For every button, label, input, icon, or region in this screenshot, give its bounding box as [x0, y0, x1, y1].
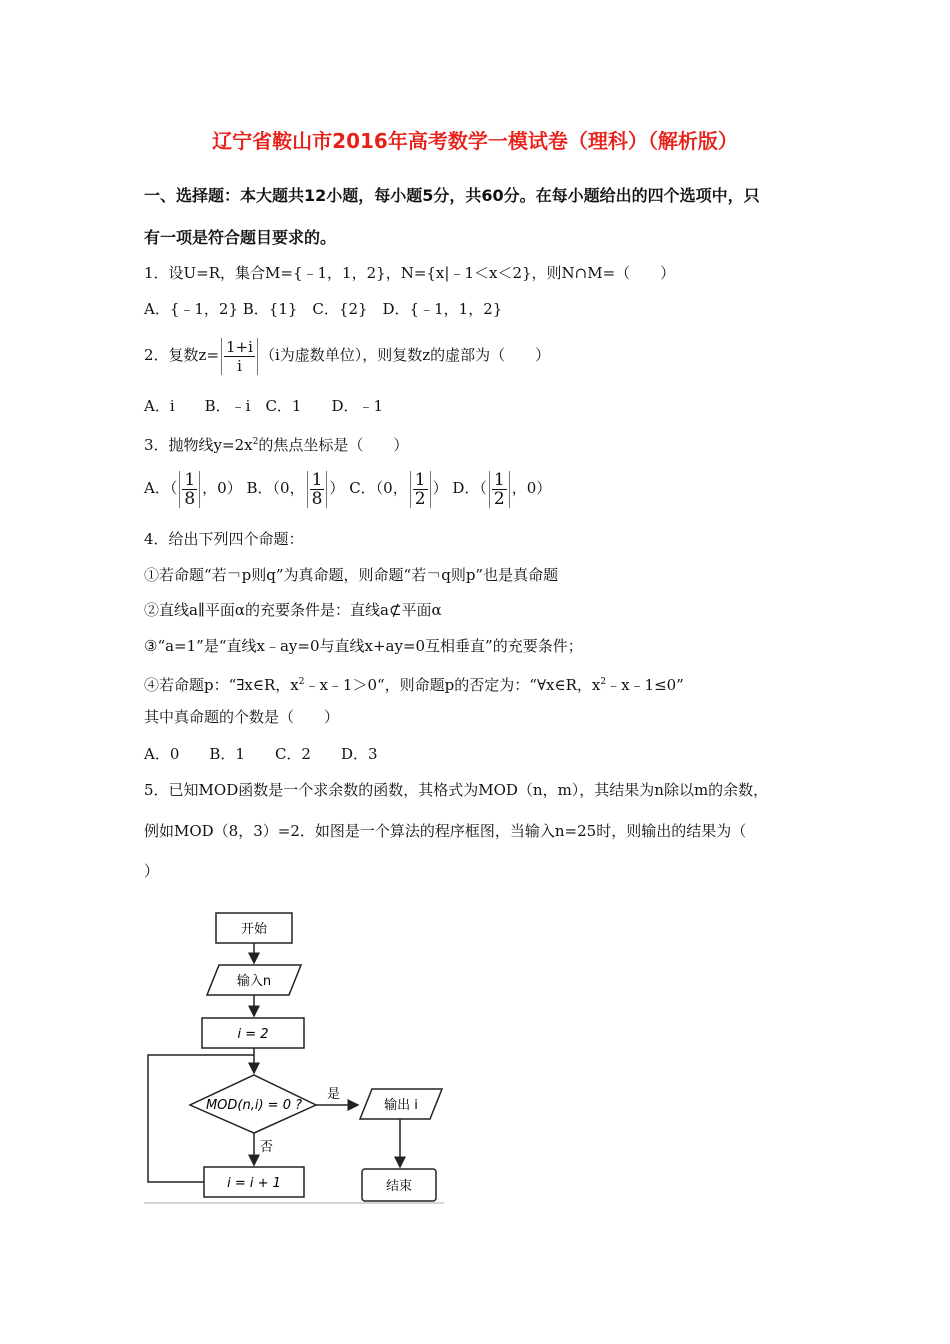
question-3-stem: [144, 432, 408, 455]
section-heading-line2: 有一项是符合题目要求的。: [144, 228, 337, 247]
q3-opt-b-den: 8: [311, 488, 323, 509]
q3-opt-d-fraction: [489, 471, 510, 508]
q3-opt-b-post: ）: [329, 479, 345, 497]
flow-condition-text: MOD(n,i) = 0 ?: [205, 1098, 303, 1113]
flow-end-text: 结束: [385, 1179, 413, 1194]
question-5-line3: ）: [144, 862, 160, 880]
q4-p4-part-c: ﹣x﹣1≤0”: [606, 676, 684, 694]
flow-output-text: 输出 i: [384, 1098, 418, 1113]
q4-p4-exponent-2: 2: [600, 677, 607, 687]
question-4-count: 其中真命题的个数是（ ）: [144, 708, 340, 726]
q3-suffix: 的焦点坐标是（ ）: [258, 436, 409, 454]
question-4-proposition-2: ②直线a∥平面α的充要条件是：直线a⊄平面α: [144, 601, 442, 619]
question-4-proposition-3: ③“a=1”是“直线x﹣ay=0与直线x+ay=0互相垂直”的充要条件；: [144, 637, 583, 655]
question-5-line1: 5．已知MOD函数是一个求余数的函数，其格式为MOD（n，m），其结果为n除以m的余数，: [144, 781, 769, 799]
q3-opt-b-fraction: [307, 471, 328, 508]
question-5-line2: 例如MOD（8，3）=2．如图是一个算法的程序框图，当输入n=25时，则输出的结果为（: [144, 822, 747, 840]
q2-fraction: [221, 338, 258, 375]
q3-prefix: 3．抛物线y=2x: [144, 436, 253, 454]
question-4-options: A．0 B．1 C．2 D．3: [144, 745, 378, 763]
q3-exponent: 2: [252, 437, 259, 447]
flowchart: [144, 905, 444, 1205]
document-title: 辽宁省鞍山市2016年高考数学一模试卷（理科）（解析版）: [212, 129, 738, 153]
q4-p4-part-b: ﹣x﹣1＞0“，则命题p的否定为：“∀x∈R，x: [304, 676, 601, 694]
question-4-proposition-4: [144, 672, 684, 695]
q3-opt-b-pre: B．（0，: [246, 479, 305, 497]
question-2-stem: [144, 335, 550, 375]
q3-opt-c-pre: C．（0，: [349, 479, 408, 497]
q3-opt-b-num: 1: [311, 469, 323, 490]
q3-opt-a-den: 8: [184, 488, 196, 509]
section-heading-line1: 一、选择题：本大题共12小题，每小题5分，共60分。在每小题给出的四个选项中，只: [144, 186, 760, 205]
q3-opt-c-den: 2: [414, 488, 426, 509]
q4-p4-exponent-1: 2: [298, 677, 305, 687]
q2-frac-den: i: [237, 356, 242, 375]
question-1-stem: 1．设U=R，集合M={﹣1，1，2}，N={x|﹣1＜x＜2}，则N∩M=（ ）: [144, 264, 676, 282]
question-3-options: [144, 466, 551, 510]
q2-suffix: （i为虚数单位），则复数z的虚部为（ ）: [259, 346, 551, 364]
q4-p4-part-a: ④若命题p：“∃x∈R，x: [144, 676, 299, 694]
question-4-stem: 4．给出下列四个命题：: [144, 530, 304, 548]
q3-opt-d-num: 1: [493, 469, 505, 490]
flow-increment-text: i = i + 1: [227, 1176, 281, 1191]
question-1-options: A．{﹣1，2} B．{1} C．{2} D．{﹣1，1，2}: [144, 300, 503, 318]
q3-opt-a-num: 1: [184, 469, 196, 490]
q3-opt-c-fraction: [410, 471, 431, 508]
flow-input-text: 输入n: [236, 974, 272, 989]
question-4-proposition-1: ①若命题“若￢p则q”为真命题，则命题“若￢q则p”也是真命题: [144, 566, 559, 584]
flow-start-text: 开始: [240, 922, 268, 937]
q2-prefix: 2．复数z=: [144, 346, 220, 364]
q3-opt-d-pre: D．（: [452, 479, 487, 497]
question-2-options: A．i B．﹣i C．1 D．﹣1: [144, 397, 384, 415]
q3-opt-a-pre: A．（: [144, 479, 178, 497]
q3-opt-a-fraction: [179, 471, 200, 508]
flow-no-label: 否: [260, 1140, 274, 1155]
q3-opt-d-den: 2: [493, 488, 505, 509]
flow-yes-label: 是: [327, 1087, 341, 1102]
q3-opt-c-num: 1: [414, 469, 426, 490]
q3-opt-c-post: ）: [432, 479, 448, 497]
q2-frac-num: 1+i: [226, 337, 253, 356]
flow-init-text: i = 2: [237, 1027, 269, 1042]
q3-opt-d-post: ，0）: [511, 479, 552, 497]
q3-opt-a-post: ，0）: [202, 479, 242, 497]
